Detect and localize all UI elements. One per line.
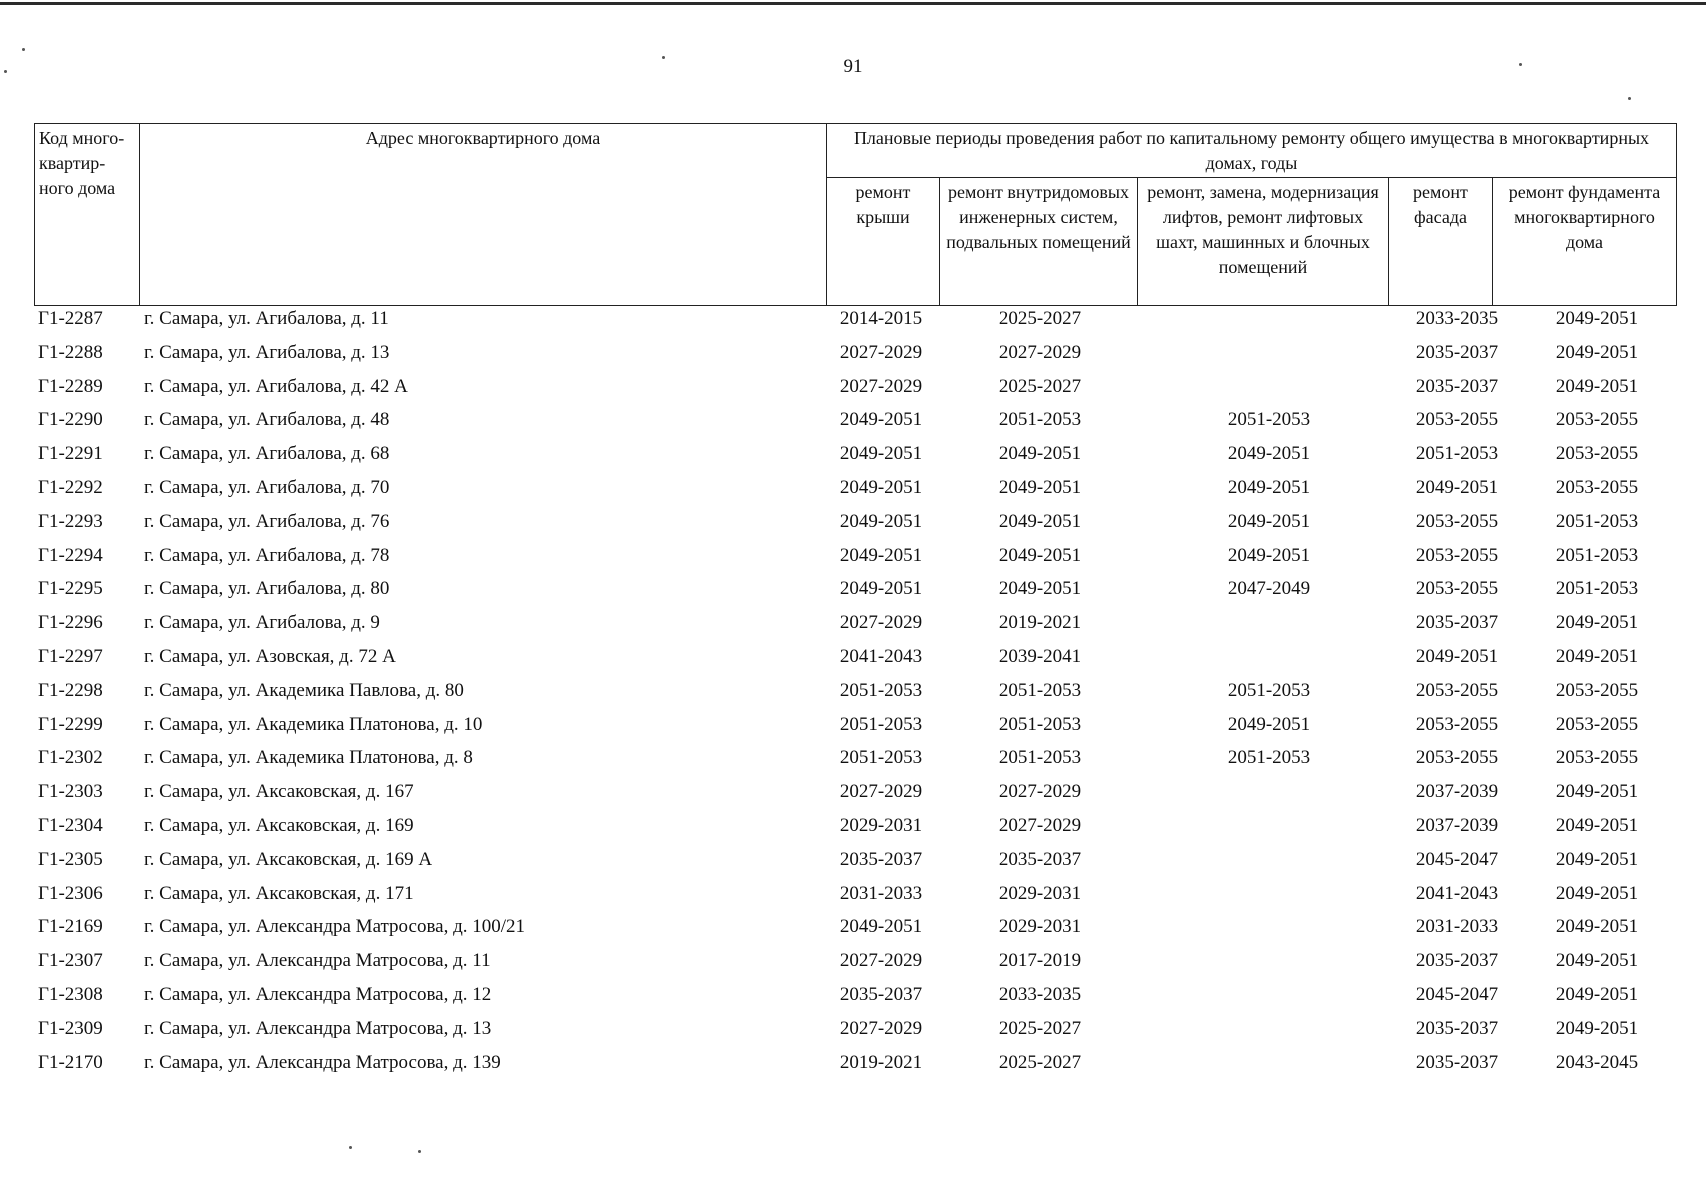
row-roof: 2035-2037: [839, 848, 923, 870]
row-address: г. Самара, ул. Аксаковская, д. 169 А: [144, 848, 433, 870]
row-facade: 2053-2055: [1415, 747, 1499, 769]
page-number: 91: [843, 56, 863, 77]
row-address: г. Самара, ул. Александра Матросова, д. 13: [144, 1017, 492, 1039]
row-facade: 2035-2037: [1415, 612, 1499, 634]
row-roof: 2049-2051: [839, 476, 923, 498]
row-address: г. Самара, ул. Александра Матросова, д. 100/21: [144, 916, 526, 938]
row-engineering: 2027-2029: [998, 814, 1082, 836]
row-address: г. Самара, ул. Александра Матросова, д. 11: [144, 950, 491, 972]
row-engineering: 2035-2037: [998, 848, 1082, 870]
row-facade: 2053-2055: [1415, 713, 1499, 735]
row-address: г. Самара, ул. Аксаковская, д. 171: [144, 882, 414, 904]
row-engineering: 2051-2053: [998, 409, 1082, 431]
row-code: Г1-2299: [38, 713, 103, 735]
row-roof: 2051-2053: [839, 747, 923, 769]
row-engineering: 2051-2053: [998, 679, 1082, 701]
row-facade: 2035-2037: [1415, 1051, 1499, 1073]
row-engineering: 2049-2051: [998, 476, 1082, 498]
row-foundation: 2049-2051: [1555, 308, 1639, 329]
row-lifts: 2049-2051: [1227, 713, 1311, 735]
row-address: г. Самара, ул. Агибалова, д. 9: [144, 612, 380, 634]
row-address: г. Самара, ул. Агибалова, д. 80: [144, 578, 390, 600]
row-facade: 2037-2039: [1415, 781, 1499, 803]
row-engineering: 2051-2053: [998, 713, 1082, 735]
row-roof: 2031-2033: [839, 882, 923, 904]
row-engineering: 2049-2051: [998, 510, 1082, 532]
row-address: г. Самара, ул. Агибалова, д. 11: [144, 308, 389, 329]
row-roof: 2029-2031: [839, 814, 923, 836]
row-roof: 2049-2051: [839, 409, 923, 431]
row-lifts: 2051-2053: [1227, 409, 1311, 431]
row-foundation: 2049-2051: [1555, 375, 1639, 397]
row-roof: 2027-2029: [839, 375, 923, 397]
row-address: г. Самара, ул. Агибалова, д. 78: [144, 544, 390, 566]
header-planned-periods: Плановые периоды проведения работ по капитальному ремонту общего имущества в многоквартирных домах, годы: [827, 124, 1677, 178]
row-code: Г1-2170: [38, 1051, 103, 1073]
row-code: Г1-2291: [38, 443, 103, 465]
row-engineering: 2025-2027: [998, 375, 1082, 397]
row-roof: 2027-2029: [839, 1017, 923, 1039]
row-facade: 2049-2051: [1415, 645, 1499, 667]
row-engineering: 2049-2051: [998, 544, 1082, 566]
row-roof: 2027-2029: [839, 341, 923, 363]
row-address: г. Самара, ул. Академика Платонова, д. 8: [144, 747, 473, 769]
row-foundation: 2043-2045: [1555, 1051, 1639, 1073]
row-engineering: 2027-2029: [998, 341, 1082, 363]
row-code: Г1-2309: [38, 1017, 103, 1039]
row-lifts: 2049-2051: [1227, 510, 1311, 532]
row-lifts: 2049-2051: [1227, 544, 1311, 566]
row-facade: 2051-2053: [1415, 443, 1499, 465]
row-roof: 2049-2051: [839, 443, 923, 465]
row-foundation: 2053-2055: [1555, 476, 1639, 498]
row-facade: 2035-2037: [1415, 341, 1499, 363]
row-facade: 2035-2037: [1415, 375, 1499, 397]
row-roof: 2027-2029: [839, 781, 923, 803]
row-facade: 2049-2051: [1415, 476, 1499, 498]
row-code: Г1-2307: [38, 950, 103, 972]
row-code: Г1-2306: [38, 882, 103, 904]
row-address: г. Самара, ул. Азовская, д. 72 А: [144, 645, 396, 667]
scan-speck: [1519, 63, 1522, 66]
header-code: Код много-квартир-ного дома: [35, 124, 140, 306]
row-code: Г1-2304: [38, 814, 103, 836]
row-roof: 2049-2051: [839, 544, 923, 566]
row-engineering: 2025-2027: [998, 1017, 1082, 1039]
row-facade: 2031-2033: [1415, 916, 1499, 938]
row-address: г. Самара, ул. Академика Платонова, д. 10: [144, 713, 483, 735]
row-engineering: 2029-2031: [998, 916, 1082, 938]
header-facade: ремонт фасада: [1389, 178, 1493, 306]
row-code: Г1-2303: [38, 781, 103, 803]
row-roof: 2027-2029: [839, 612, 923, 634]
row-code: Г1-2308: [38, 983, 103, 1005]
row-code: Г1-2288: [38, 341, 103, 363]
row-foundation: 2049-2051: [1555, 1017, 1639, 1039]
row-address: г. Самара, ул. Аксаковская, д. 169: [144, 814, 414, 836]
row-engineering: 2029-2031: [998, 882, 1082, 904]
row-engineering: 2049-2051: [998, 443, 1082, 465]
row-address: г. Самара, ул. Агибалова, д. 42 А: [144, 375, 408, 397]
top-border-line: [0, 2, 1706, 5]
row-engineering: 2019-2021: [998, 612, 1082, 634]
header-foundation: ремонт фундамента многоквартирного дома: [1493, 178, 1677, 306]
row-foundation: 2053-2055: [1555, 679, 1639, 701]
row-roof: 2014-2015: [839, 308, 923, 329]
row-lifts: 2047-2049: [1227, 578, 1311, 600]
row-engineering: 2017-2019: [998, 950, 1082, 972]
scan-speck: [349, 1146, 352, 1149]
row-foundation: 2049-2051: [1555, 645, 1639, 667]
row-facade: 2041-2043: [1415, 882, 1499, 904]
row-code: Г1-2292: [38, 476, 103, 498]
row-roof: 2051-2053: [839, 679, 923, 701]
row-facade: 2045-2047: [1415, 983, 1499, 1005]
row-foundation: 2053-2055: [1555, 713, 1639, 735]
row-code: Г1-2290: [38, 409, 103, 431]
row-code: Г1-2305: [38, 848, 103, 870]
row-roof: 2027-2029: [839, 950, 923, 972]
row-facade: 2033-2035: [1415, 308, 1499, 329]
row-code: Г1-2289: [38, 375, 103, 397]
row-code: Г1-2295: [38, 578, 103, 600]
row-address: г. Самара, ул. Агибалова, д. 70: [144, 476, 390, 498]
row-foundation: 2051-2053: [1555, 544, 1639, 566]
row-roof: 2049-2051: [839, 916, 923, 938]
scan-speck: [22, 48, 25, 51]
scan-speck: [418, 1150, 421, 1153]
row-code: Г1-2294: [38, 544, 103, 566]
row-roof: 2049-2051: [839, 510, 923, 532]
row-address: г. Самара, ул. Академика Павлова, д. 80: [144, 679, 464, 701]
row-roof: 2051-2053: [839, 713, 923, 735]
table-header: [34, 123, 1677, 306]
row-facade: 2053-2055: [1415, 578, 1499, 600]
row-address: г. Самара, ул. Агибалова, д. 76: [144, 510, 390, 532]
scan-speck: [4, 70, 7, 73]
row-facade: 2053-2055: [1415, 679, 1499, 701]
row-code: Г1-2287: [38, 308, 103, 329]
row-facade: 2045-2047: [1415, 848, 1499, 870]
row-foundation: 2049-2051: [1555, 781, 1639, 803]
row-engineering: 2051-2053: [998, 747, 1082, 769]
row-foundation: 2049-2051: [1555, 341, 1639, 363]
row-engineering: 2025-2027: [998, 1051, 1082, 1073]
row-foundation: 2051-2053: [1555, 578, 1639, 600]
scan-speck: [1628, 97, 1631, 100]
row-code: Г1-2169: [38, 916, 103, 938]
header-address: Адрес многоквартирного дома: [140, 124, 827, 306]
row-foundation: 2053-2055: [1555, 409, 1639, 431]
row-code: Г1-2296: [38, 612, 103, 634]
row-engineering: 2025-2027: [998, 308, 1082, 329]
row-foundation: 2049-2051: [1555, 983, 1639, 1005]
row-foundation: 2053-2055: [1555, 747, 1639, 769]
row-engineering: 2049-2051: [998, 578, 1082, 600]
row-lifts: 2049-2051: [1227, 476, 1311, 498]
row-foundation: 2049-2051: [1555, 814, 1639, 836]
row-foundation: 2051-2053: [1555, 510, 1639, 532]
row-roof: 2035-2037: [839, 983, 923, 1005]
row-foundation: 2049-2051: [1555, 882, 1639, 904]
row-facade: 2035-2037: [1415, 1017, 1499, 1039]
row-code: Г1-2302: [38, 747, 103, 769]
row-address: г. Самара, ул. Аксаковская, д. 167: [144, 781, 414, 803]
row-foundation: 2053-2055: [1555, 443, 1639, 465]
row-lifts: 2051-2053: [1227, 679, 1311, 701]
row-address: г. Самара, ул. Агибалова, д. 13: [144, 341, 390, 363]
row-roof: 2049-2051: [839, 578, 923, 600]
row-foundation: 2049-2051: [1555, 612, 1639, 634]
header-engineering: ремонт внутридомовых инженерных систем, подвальных помещений: [940, 178, 1138, 306]
row-engineering: 2033-2035: [998, 983, 1082, 1005]
header-lifts: ремонт, замена, модернизация лифтов, ремонт лифтовых шахт, машинных и блочных помещений: [1138, 178, 1389, 306]
row-facade: 2035-2037: [1415, 950, 1499, 972]
row-code: Г1-2293: [38, 510, 103, 532]
row-code: Г1-2298: [38, 679, 103, 701]
row-engineering: 2027-2029: [998, 781, 1082, 803]
row-lifts: 2049-2051: [1227, 443, 1311, 465]
scan-speck: [662, 56, 665, 59]
row-address: г. Самара, ул. Агибалова, д. 48: [144, 409, 390, 431]
row-roof: 2041-2043: [839, 645, 923, 667]
row-roof: 2019-2021: [839, 1051, 923, 1073]
row-foundation: 2049-2051: [1555, 950, 1639, 972]
header-roof: ремонт крыши: [827, 178, 940, 306]
row-foundation: 2049-2051: [1555, 916, 1639, 938]
row-engineering: 2039-2041: [998, 645, 1082, 667]
row-facade: 2053-2055: [1415, 409, 1499, 431]
row-address: г. Самара, ул. Агибалова, д. 68: [144, 443, 390, 465]
row-lifts: 2051-2053: [1227, 747, 1311, 769]
row-address: г. Самара, ул. Александра Матросова, д. 12: [144, 983, 492, 1005]
row-foundation: 2049-2051: [1555, 848, 1639, 870]
row-code: Г1-2297: [38, 645, 103, 667]
row-facade: 2053-2055: [1415, 544, 1499, 566]
row-facade: 2037-2039: [1415, 814, 1499, 836]
row-facade: 2053-2055: [1415, 510, 1499, 532]
row-address: г. Самара, ул. Александра Матросова, д. 139: [144, 1051, 501, 1073]
